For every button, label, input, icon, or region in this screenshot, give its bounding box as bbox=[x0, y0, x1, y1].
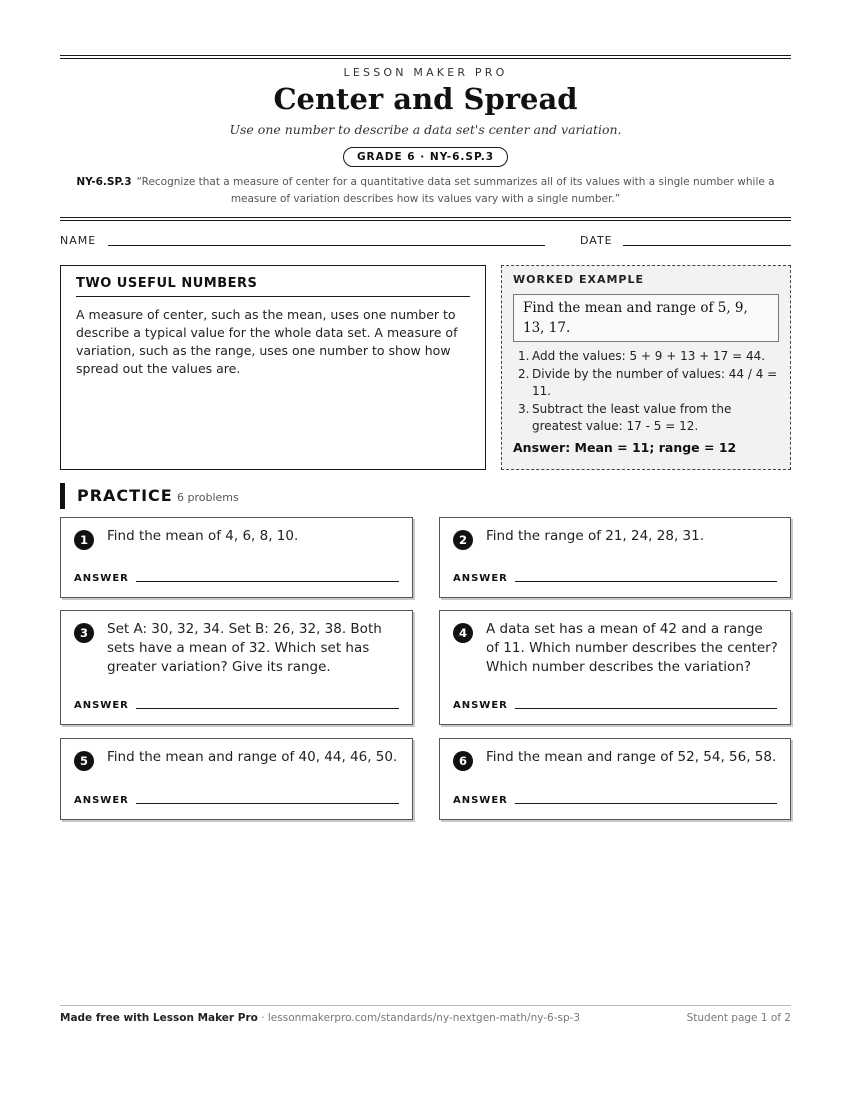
practice-accent-bar bbox=[60, 483, 65, 509]
grade-badge: GRADE 6 · NY-6.SP.3 bbox=[343, 147, 508, 167]
answer-field[interactable] bbox=[136, 581, 399, 582]
problem-text: Find the mean of 4, 6, 8, 10. bbox=[107, 528, 299, 544]
brand-name: LESSON MAKER PRO bbox=[343, 66, 508, 79]
student-info-row bbox=[60, 234, 791, 250]
footer-rule bbox=[60, 1005, 791, 1006]
answer-field[interactable] bbox=[136, 803, 399, 804]
worked-example-answer: Answer: Mean = 11; range = 12 bbox=[513, 439, 737, 455]
problem-number: 5 bbox=[74, 751, 94, 771]
practice-title: PRACTICE bbox=[77, 486, 173, 505]
footer-url[interactable]: lessonmakerpro.com/standards/ny-nextgen-math/ny-6-sp-3 bbox=[267, 1012, 581, 1024]
name-field[interactable] bbox=[108, 245, 545, 246]
date-label: DATE bbox=[580, 234, 613, 247]
standard-text: “Recognize that a measure of center for a quantitative data set summarizes all of its values with a single number while a measure of variation describes how its values vary with a single number.” bbox=[136, 176, 775, 205]
answer-label: ANSWER bbox=[74, 573, 129, 584]
problem-text: Find the range of 21, 24, 28, 31. bbox=[486, 528, 704, 544]
problem-number: 4 bbox=[453, 623, 473, 643]
answer-field[interactable] bbox=[515, 581, 777, 582]
footer-made-with: Made free with Lesson Maker Pro bbox=[60, 1012, 258, 1024]
date-field[interactable] bbox=[623, 245, 791, 246]
problem-text: A data set has a mean of 42 and a range of 11. Which number describes the center? Which number describes the variation? bbox=[486, 621, 778, 675]
worked-example-question: Find the mean and range of 5, 9, 13, 17. bbox=[513, 294, 779, 342]
answer-label: ANSWER bbox=[74, 700, 129, 711]
answer-label: ANSWER bbox=[453, 700, 508, 711]
worksheet-page bbox=[60, 0, 791, 1100]
standard-code: NY-6.SP.3 bbox=[76, 176, 132, 188]
problem-card-1 bbox=[60, 517, 413, 598]
name-label: NAME bbox=[60, 234, 97, 247]
header-top-rule bbox=[60, 55, 791, 59]
worked-example-step: 2. Divide by the number of values: 44 / 4 = 11. bbox=[518, 366, 778, 398]
footer-credit bbox=[60, 1012, 580, 1024]
problem-number: 2 bbox=[453, 530, 473, 550]
answer-field[interactable] bbox=[515, 708, 777, 709]
header-bottom-rule bbox=[60, 217, 791, 221]
problem-text: Find the mean and range of 40, 44, 46, 50. bbox=[107, 749, 398, 765]
answer-label: ANSWER bbox=[453, 573, 508, 584]
problem-text: Set A: 30, 32, 34. Set B: 26, 32, 38. Both sets have a mean of 32. Which set has greater variation? Give its range. bbox=[107, 621, 382, 675]
problem-card-6 bbox=[439, 738, 791, 820]
answer-label: ANSWER bbox=[453, 795, 508, 806]
worked-example-steps bbox=[513, 348, 779, 436]
problem-card-2 bbox=[439, 517, 791, 598]
page-subtitle: Use one number to describe a data set's center and variation. bbox=[229, 122, 622, 137]
worked-example-label: WORKED EXAMPLE bbox=[513, 273, 644, 286]
problem-number: 1 bbox=[74, 530, 94, 550]
standard-description bbox=[70, 174, 781, 208]
answer-field[interactable] bbox=[515, 803, 777, 804]
footer-page-number: Student page 1 of 2 bbox=[686, 1012, 791, 1024]
worked-example-step: 3. Subtract the least value from the greatest value: 17 - 5 = 12. bbox=[518, 401, 732, 433]
intro-box bbox=[60, 265, 486, 470]
problem-text: Find the mean and range of 52, 54, 56, 58. bbox=[486, 749, 777, 765]
intro-body: A measure of center, such as the mean, uses one number to describe a typical value for the whole data set. A measure of variation, such as the range, uses one number to show how spread out the values are. bbox=[76, 307, 458, 376]
practice-count: 6 problems bbox=[177, 491, 239, 504]
answer-label: ANSWER bbox=[74, 795, 129, 806]
problem-card-4 bbox=[439, 610, 791, 725]
problem-number: 6 bbox=[453, 751, 473, 771]
problem-card-3 bbox=[60, 610, 413, 725]
problem-number: 3 bbox=[74, 623, 94, 643]
page-title: Center and Spread bbox=[273, 82, 578, 116]
worked-example-box bbox=[501, 265, 791, 470]
worked-example-step: 1. Add the values: 5 + 9 + 13 + 17 = 44. bbox=[518, 349, 766, 363]
problem-card-5 bbox=[60, 738, 413, 820]
intro-title: TWO USEFUL NUMBERS bbox=[76, 276, 470, 297]
footer-separator: · bbox=[257, 1012, 268, 1024]
answer-field[interactable] bbox=[136, 708, 399, 709]
